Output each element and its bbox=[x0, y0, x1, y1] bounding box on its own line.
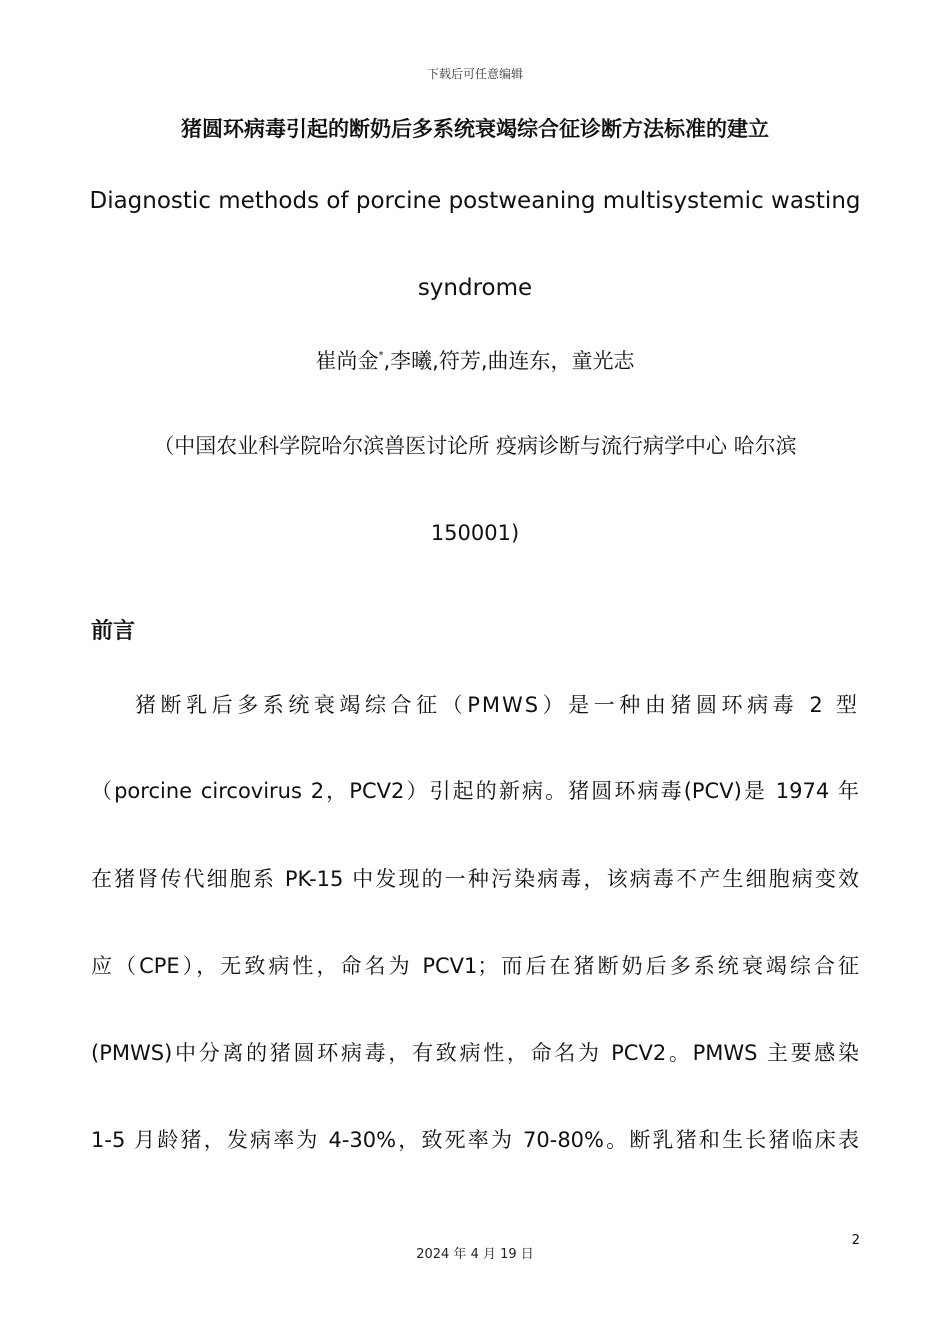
chinese-title: 猪圆环病毒引起的断奶后多系统衰竭综合征诊断方法标准的建立 bbox=[181, 117, 769, 141]
body-text-line: 1-5 月龄猪，发病率为 4-30%，致死率为 70-80%。断乳猪和生长猪临床表 bbox=[91, 1128, 859, 1152]
header-note: 下载后可任意编辑 bbox=[426, 67, 523, 81]
body-text-line: （porcine circovirus 2，PCV2）引起的新病。猪圆环病毒(PCV)是 1974 年 bbox=[91, 779, 859, 803]
affiliation-line-2: 150001) bbox=[430, 521, 520, 545]
other-authors: ,李曦,符芳,曲连东，童光志 bbox=[383, 349, 635, 373]
body-text-line: 猪断乳后多系统衰竭综合征（PMWS）是一种由猪圆环病毒 2 型 bbox=[135, 693, 859, 717]
author-list bbox=[0, 346, 950, 376]
affiliation-line-1: （中国农业科学院哈尔滨兽医讨论所 疫病诊断与流行病学中心 哈尔滨 bbox=[153, 434, 797, 458]
english-title-line-1: Diagnostic methods of porcine postweaning multisystemic wasting bbox=[89, 188, 861, 214]
body-text-line: 在猪肾传代细胞系 PK-15 中发现的一种污染病毒，该病毒不产生细胞病变效 bbox=[91, 867, 859, 891]
section-heading: 前言 bbox=[91, 619, 136, 644]
body-text-line: (PMWS)中分离的猪圆环病毒，有致病性，命名为 PCV2。PMWS 主要感染 bbox=[91, 1041, 859, 1065]
first-author: 崔尚金 bbox=[315, 349, 379, 373]
body-text-line: 应（CPE），无致病性，命名为 PCV1；而后在猪断奶后多系统衰竭综合征 bbox=[91, 954, 859, 978]
footer-date: 2024 年 4 月 19 日 bbox=[416, 1247, 534, 1262]
page-number: 2 bbox=[851, 1233, 860, 1248]
corresponding-author-mark: * bbox=[378, 350, 384, 361]
english-title-line-2: syndrome bbox=[417, 275, 533, 301]
